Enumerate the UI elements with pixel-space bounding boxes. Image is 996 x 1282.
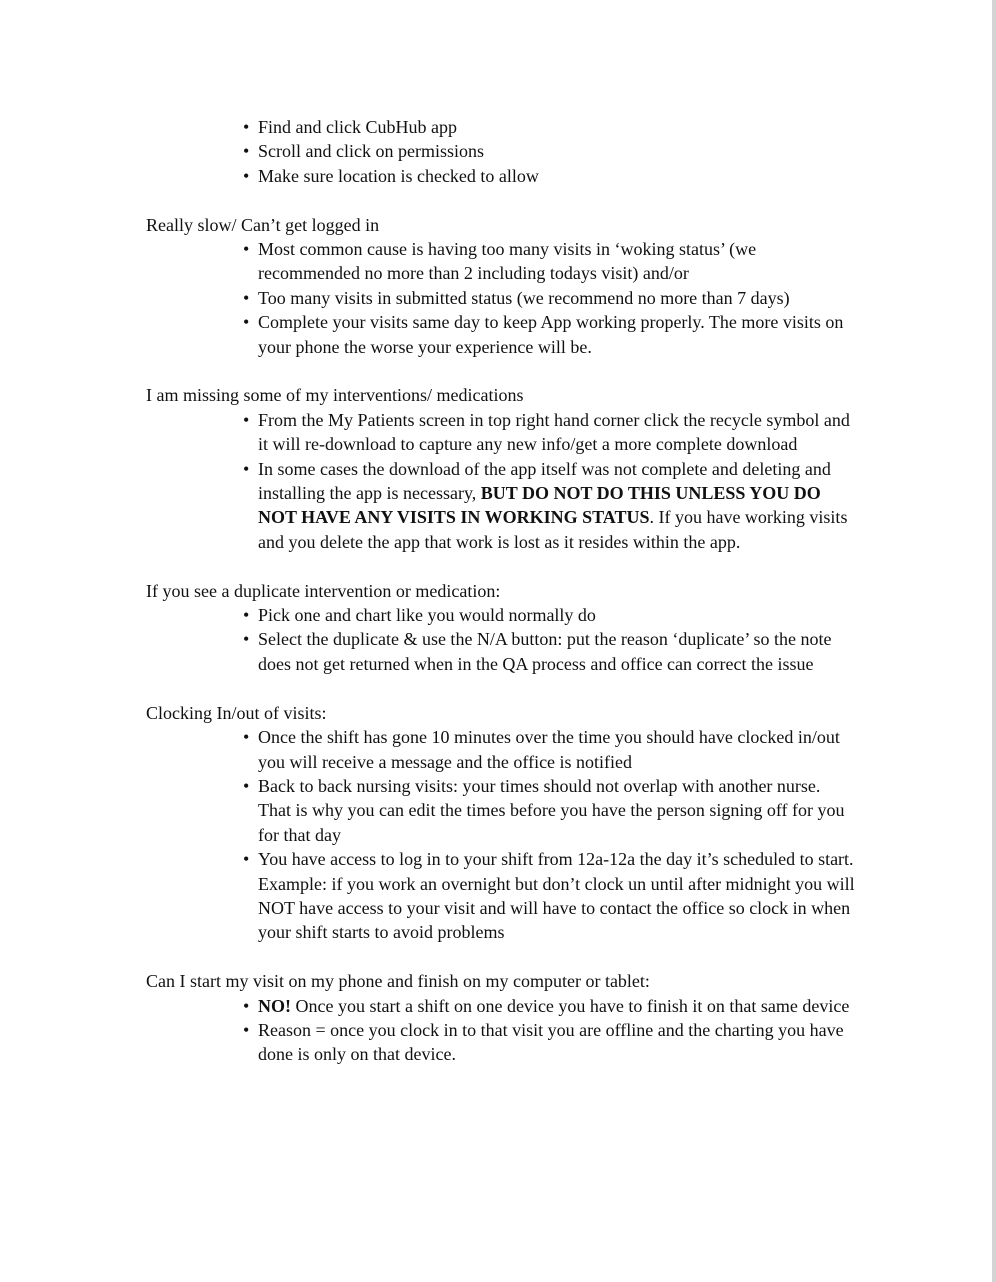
list-item-text: From the My Patients screen in top right hand corner click the recycle symbol and it will re-download to capture any new info/get a more complete download: [258, 409, 850, 455]
section-heading: I am missing some of my interventions/ medications: [146, 385, 524, 406]
bullet-icon: •: [243, 165, 250, 186]
section-heading: If you see a duplicate intervention or medication:: [146, 580, 501, 601]
bullet-icon: •: [243, 458, 250, 479]
list-item: [243, 408, 856, 457]
list-item: [243, 627, 856, 676]
bullet-icon: •: [243, 775, 250, 796]
list-item-text: Complete your visits same day to keep App working properly. The more visits on your phone the worse your experience will be.: [258, 312, 844, 357]
section-heading: Clocking In/out of visits:: [146, 702, 327, 723]
list-item: [243, 139, 856, 163]
bullet-list: [146, 237, 856, 359]
list-item-text: Pick one and chart like you would normally do: [258, 605, 596, 626]
bullet-icon: •: [243, 239, 250, 260]
list-item-text: Scroll and click on permissions: [258, 141, 484, 162]
emphasis-text: NO!: [258, 995, 291, 1016]
list-item: [243, 603, 856, 627]
list-item: [243, 457, 856, 555]
bullet-icon: •: [243, 849, 250, 870]
bullet-icon: •: [243, 409, 250, 430]
list-item-text: Select the duplicate & use the N/A button: put the reason ‘duplicate’ so the note does not get returned when in the QA process and office can correct the issue: [258, 629, 832, 674]
list-item: [243, 237, 856, 286]
bullet-icon: •: [243, 117, 250, 137]
section-devices: [146, 969, 856, 1067]
list-item-text: Find and click CubHub app: [258, 117, 457, 137]
list-item: [243, 115, 856, 139]
list-item: [243, 774, 856, 847]
document-body: [146, 115, 856, 1091]
section-heading: Really slow/ Can’t get logged in: [146, 214, 380, 235]
list-item-text: Too many visits in submitted status (we recommend no more than 7 days): [258, 287, 790, 308]
list-item: [243, 310, 856, 359]
bullet-icon: •: [243, 141, 250, 162]
section-duplicates: [146, 579, 856, 677]
section-missing-interventions: [146, 383, 856, 554]
bullet-icon: •: [243, 995, 250, 1016]
list-item-text-end: . If you have working visits and you delete the app that work is lost as it resides within the app.: [258, 507, 848, 552]
bullet-list: [146, 725, 856, 945]
bullet-list: [146, 603, 856, 676]
list-item-text: Back to back nursing visits: your times should not overlap with another nurse. That is why you can edit the times before you have the person signing off for you for that day: [258, 775, 845, 845]
list-item-text: Once you start a shift on one device you have to finish it on that same device: [291, 995, 850, 1016]
page-edge: [992, 0, 996, 1282]
bullet-icon: •: [243, 1019, 250, 1040]
bullet-icon: •: [243, 629, 250, 650]
list-item: [243, 847, 856, 945]
bullet-list: [146, 115, 856, 188]
section-heading: Can I start my visit on my phone and finish on my computer or tablet:: [146, 971, 650, 992]
intro-section: [146, 115, 856, 188]
list-item-text: You have access to log in to your shift from 12a-12a the day it’s scheduled to start. Example: if you work an overnight but don’t clock un until after midnight you will NOT have access to your visit and will have to contact the office so clock in when your shift starts to avoid problems: [258, 849, 855, 943]
list-item-text: Reason = once you clock in to that visit you are offline and the charting you have done is only on that device.: [258, 1019, 844, 1065]
section-clocking: [146, 701, 856, 945]
bullet-icon: •: [243, 727, 250, 748]
bullet-list: [146, 994, 856, 1067]
list-item: [243, 725, 856, 774]
list-item: [243, 286, 856, 310]
list-item: [243, 1018, 856, 1067]
list-item-text: Once the shift has gone 10 minutes over the time you should have clocked in/out you will receive a message and the office is notified: [258, 727, 840, 772]
section-slow-login: [146, 213, 856, 359]
warning-text: BUT DO NOT DO THIS UNLESS YOU DO NOT HAVE ANY VISITS IN WORKING STATUS: [258, 483, 821, 528]
bullet-icon: •: [243, 287, 250, 308]
list-item: [243, 164, 856, 188]
list-item-text: Make sure location is checked to allow: [258, 165, 539, 186]
bullet-list: [146, 408, 856, 554]
bullet-icon: •: [243, 605, 250, 626]
list-item-text-start: In some cases the download of the app itself was not complete and deleting and installing the app is necessary,: [258, 458, 831, 504]
list-item-text: Most common cause is having too many visits in ‘woking status’ (we recommended no more than 2 including todays visit) and/or: [258, 239, 757, 284]
list-item: [243, 994, 856, 1018]
bullet-icon: •: [243, 312, 250, 333]
